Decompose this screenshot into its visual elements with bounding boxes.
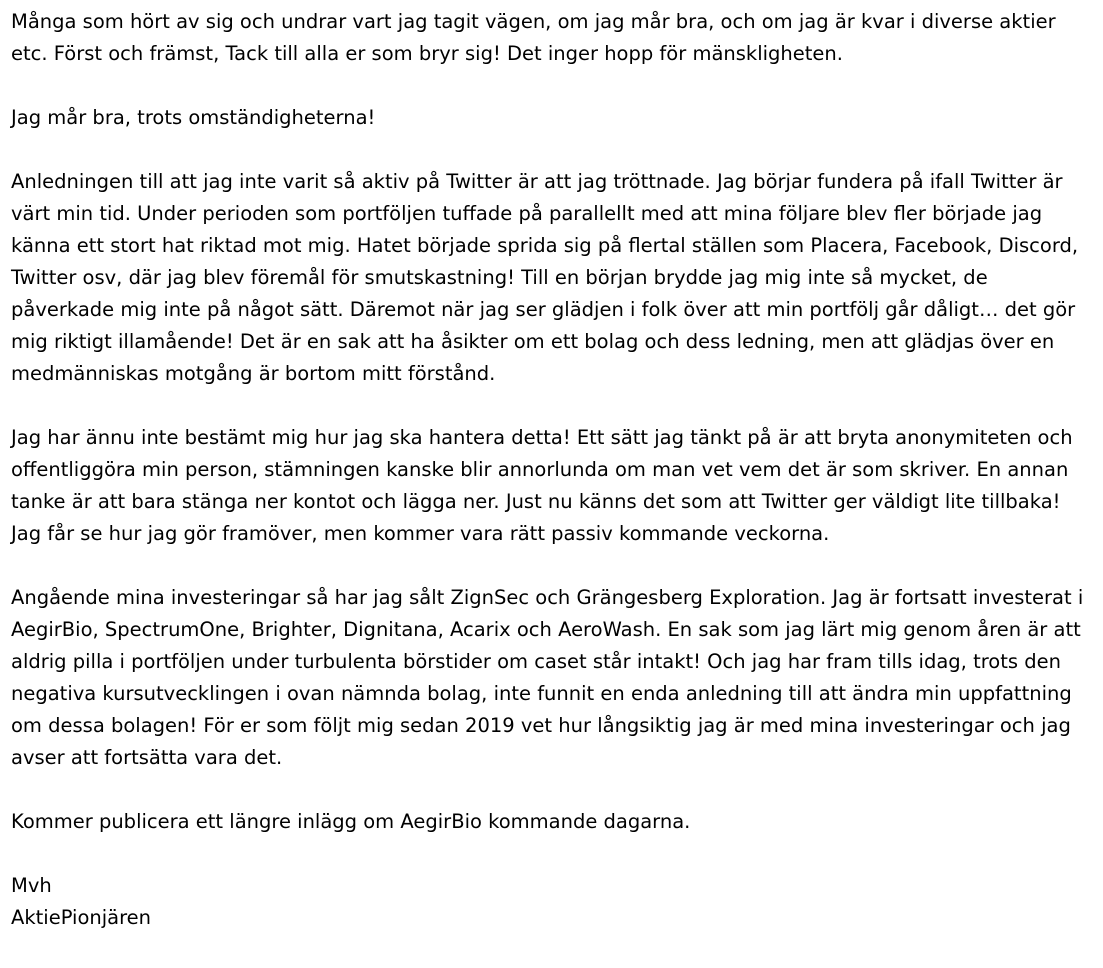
paragraph-twitter-reason: Anledningen till att jag inte varit så aktiv på Twitter är att jag tröttnade. Jag börjar fundera på ifall Twitter är värt min tid. Under perioden som portföljen tuffade på parallellt med att mina följare blev fler började jag känna ett stort hat riktad mot mig. Hatet började sprida sig på flertal ställen som Placera, Facebook, Discord, Twitter osv, där jag blev föremål för smutskastning! Till en början brydde jag mig inte så mycket, de påverkade mig inte på något sätt. Däremot när jag ser glädjen i folk över att min portfölj går dåligt… det gör mig riktigt illamående! Det är en sak att ha åsikter om ett bolag och dess ledning, men att glädjas över en medmänniskas motgång är bortom mitt förstånd. [11, 170, 1079, 385]
paragraph-greeting: Många som hört av sig och undrar vart jag tagit vägen, om jag mår bra, och om jag är kvar i diverse aktier etc. Först och främst, Tack till alla er som bryr sig! Det inger hopp för mänskligheten. [11, 10, 1056, 65]
paragraph-wellbeing: Jag mår bra, trots omständigheterna! [11, 106, 376, 129]
paragraph-investments: Angående mina investeringar så har jag sålt ZignSec och Grängesberg Exploration. Jag är fortsatt investerat i AegirBio, SpectrumOne, Brighter, Dignitana, Acarix och AeroWash. En sak som jag lärt mig genom åren är att aldrig pilla i portföljen under turbulenta börstider om caset står intakt! Och jag har fram tills idag, trots den negativa kursutvecklingen i ovan nämnda bolag, inte funnit en enda anledning till att ändra min uppfattning om dessa bolagen! För er som följt mig sedan 2019 vet hur långsiktig jag är med mina investeringar och jag avser att fortsätta vara det. [11, 586, 1084, 769]
signature: AktiePionjären [11, 906, 152, 929]
document-body [11, 6, 1096, 934]
paragraph-future-plans: Jag har ännu inte bestämt mig hur jag ska hantera detta! Ett sätt jag tänkt på är att bryta anonymiteten och offentliggöra min person, stämningen kanske blir annorlunda om man vet vem det är som skriver. En annan tanke är att bara stänga ner kontot och lägga ner. Just nu känns det som att Twitter ger väldigt lite tillbaka! Jag får se hur jag gör framöver, men kommer vara rätt passiv kommande veckorna. [11, 426, 1073, 545]
paragraph-upcoming-post: Kommer publicera ett längre inlägg om AegirBio kommande dagarna. [11, 810, 691, 833]
closing-greeting: Mvh [11, 874, 52, 897]
